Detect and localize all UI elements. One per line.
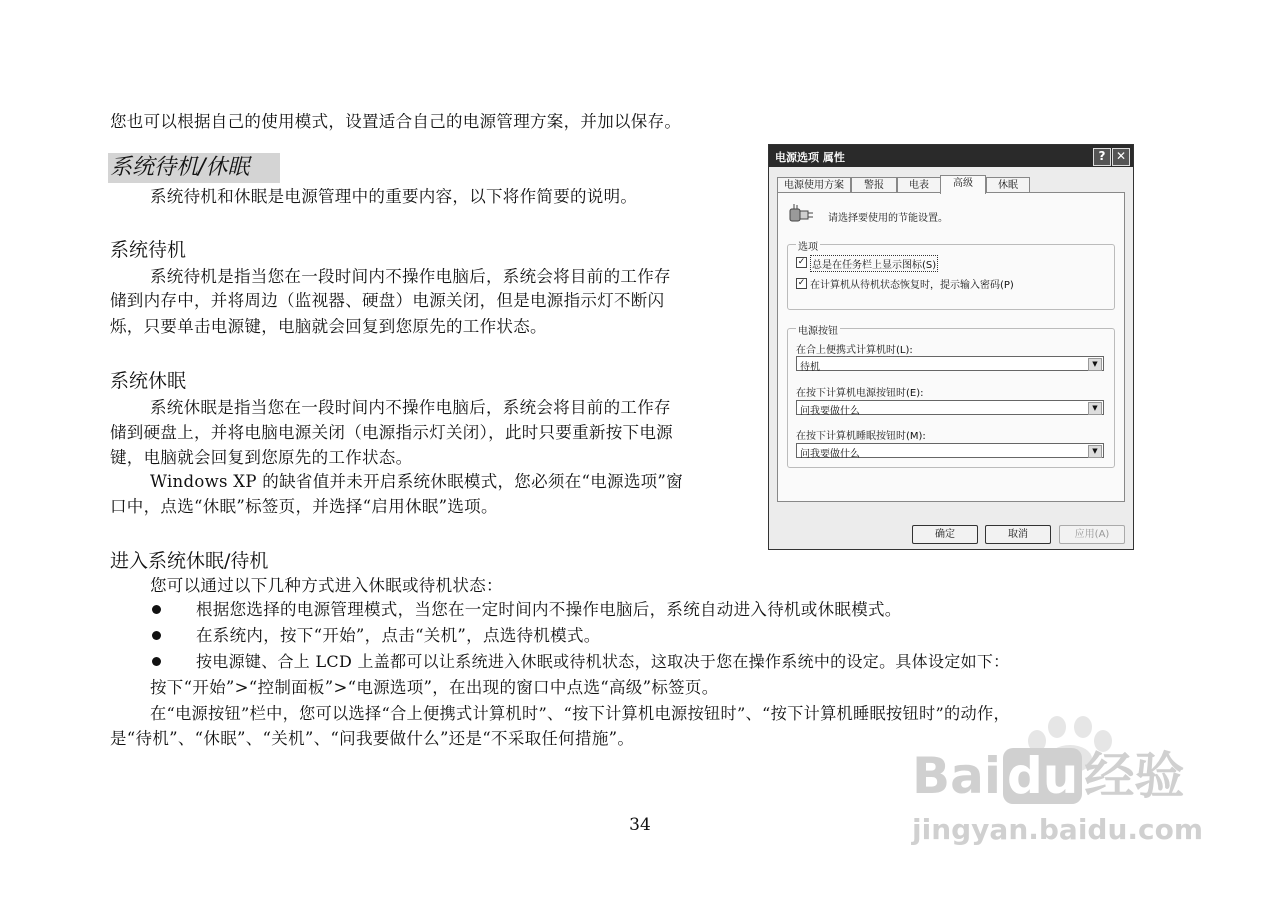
intro-text: 您也可以根据自己的使用模式，设置适合自己的电源管理方案，并加以保存。 [110, 112, 682, 131]
dialog-titlebar [769, 145, 1133, 167]
advanced-panel [777, 192, 1125, 502]
hibernate-line-1: 系统休眠是指当您在一段时间内不操作电脑后，系统会将目前的工作存 [150, 398, 671, 417]
lid-close-value: 待机 [800, 362, 820, 373]
sleep-button-label: 在按下计算机睡眠按钮时(M): [796, 431, 926, 442]
watermark-url: jingyan.baidu.com [912, 813, 1204, 846]
enter-line-after: 按下“开始”>“控制面板”>“电源选项”，在出现的窗口中点选“高级”标签页。 [150, 678, 719, 697]
close-button[interactable]: ✕ [1112, 148, 1130, 166]
cancel-button[interactable]: 取消 [985, 525, 1051, 544]
bullet-dot [152, 631, 161, 640]
show-icon-checkbox[interactable]: ✓ [797, 257, 806, 267]
options-group [787, 244, 1115, 310]
standby-line-1: 系统待机是指当您在一段时间内不操作电脑后，系统会将目前的工作存 [150, 267, 671, 286]
power-buttons-group-label: 电源按钮 [796, 322, 840, 337]
sleep-button-value: 问我要做什么 [800, 449, 860, 460]
standby-line-2: 储到内存中，并将周边（监视器、硬盘）电源关闭，但是电源指示灯不断闪 [110, 291, 665, 310]
prompt-password-label: 在计算机从待机状态恢复时，提示输入密码(P) [810, 280, 1014, 291]
watermark-brand-jingyan: 经验 [1084, 747, 1185, 805]
standby-line-3: 烁，只要单击电源键，电脑就会回复到您原先的工作状态。 [110, 317, 547, 336]
enter-intro: 您可以通过以下几种方式进入休眠或待机状态： [150, 576, 503, 595]
settings-prompt: 请选择要使用的节能设置。 [828, 213, 948, 224]
power-button-label: 在按下计算机电源按钮时(E): [796, 388, 924, 399]
chevron-down-icon[interactable]: ▼ [1088, 358, 1102, 371]
watermark-brand-text: Bai [912, 747, 1001, 805]
bullet-dot [152, 657, 161, 666]
hibernate-heading: 系统休眠 [110, 370, 187, 392]
bullet-item-1: 根据您选择的电源管理模式，当您在一定时间内不操作电脑后，系统自动进入待机或休眠模式。 [196, 600, 902, 619]
bullet-dot [152, 605, 161, 614]
enter-heading: 进入系统休眠/待机 [110, 550, 269, 572]
hibernate-line-3: 键，电脑就会回复到您原先的工作状态。 [110, 448, 413, 467]
hibernate-line-5: 口中，点选“休眠”标签页，并选择“启用休眠”选项。 [110, 497, 498, 516]
power-buttons-group [787, 328, 1115, 468]
show-icon-label: 总是在任务栏上显示图标(S) [810, 255, 938, 272]
watermark-brand-du: du [1003, 748, 1082, 804]
tab-hibernate[interactable]: 休眠 [986, 177, 1030, 193]
chevron-down-icon[interactable]: ▼ [1088, 402, 1102, 415]
prompt-password-checkbox[interactable]: ✓ [797, 278, 806, 288]
sleep-button-select[interactable] [796, 443, 1104, 458]
power-plug-icon [788, 203, 814, 225]
standby-heading: 系统待机 [110, 239, 187, 261]
tab-alarms[interactable]: 警报 [851, 177, 897, 193]
power-button-select[interactable] [796, 400, 1104, 415]
dialog-title: 电源选项 属性 [775, 151, 845, 164]
tab-power-schemes[interactable]: 电源使用方案 [777, 177, 851, 193]
hibernate-line-2: 储到硬盘上，并将电脑电源关闭（电源指示灯关闭），此时只要重新按下电源 [110, 423, 673, 442]
chevron-down-icon[interactable]: ▼ [1088, 445, 1102, 458]
bullet-item-3: 按电源键、合上 LCD 上盖都可以让系统进入休眠或待机状态，这取决于您在操作系统中的设定。具体设定如下： [196, 652, 1010, 671]
power-button-value: 问我要做什么 [800, 406, 860, 417]
section-intro: 系统待机和休眠是电源管理中的重要内容，以下将作简要的说明。 [150, 187, 638, 206]
watermark-brand [912, 748, 1184, 804]
help-button[interactable]: ? [1093, 148, 1111, 166]
bullet-item-2: 在系统内，按下“开始”，点击“关机”，点选待机模式。 [196, 626, 601, 645]
enter-para-line-2: 是“待机”、“休眠”、“关机”、“问我要做什么”还是“不采取任何措施”。 [110, 729, 635, 748]
lid-close-label: 在合上便携式计算机时(L): [796, 345, 913, 356]
section-title: 系统待机/休眠 [108, 153, 280, 183]
tab-advanced[interactable]: 高级 [940, 175, 986, 194]
ok-button[interactable]: 确定 [912, 525, 978, 544]
options-group-label: 选项 [796, 238, 820, 253]
page-number: 34 [629, 815, 651, 835]
power-options-dialog [768, 144, 1134, 550]
apply-button[interactable]: 应用(A) [1059, 525, 1125, 544]
enter-para-line-1: 在“电源按钮”栏中，您可以选择“合上便携式计算机时”、“按下计算机电源按钮时”、“按下计算机睡眠按钮时”的动作， [150, 704, 1011, 723]
lid-close-select[interactable] [796, 356, 1104, 371]
tab-power-meter[interactable]: 电表 [897, 177, 941, 193]
hibernate-line-4: Windows XP 的缺省值并未开启系统休眠模式，您必须在“电源选项”窗 [150, 472, 683, 491]
